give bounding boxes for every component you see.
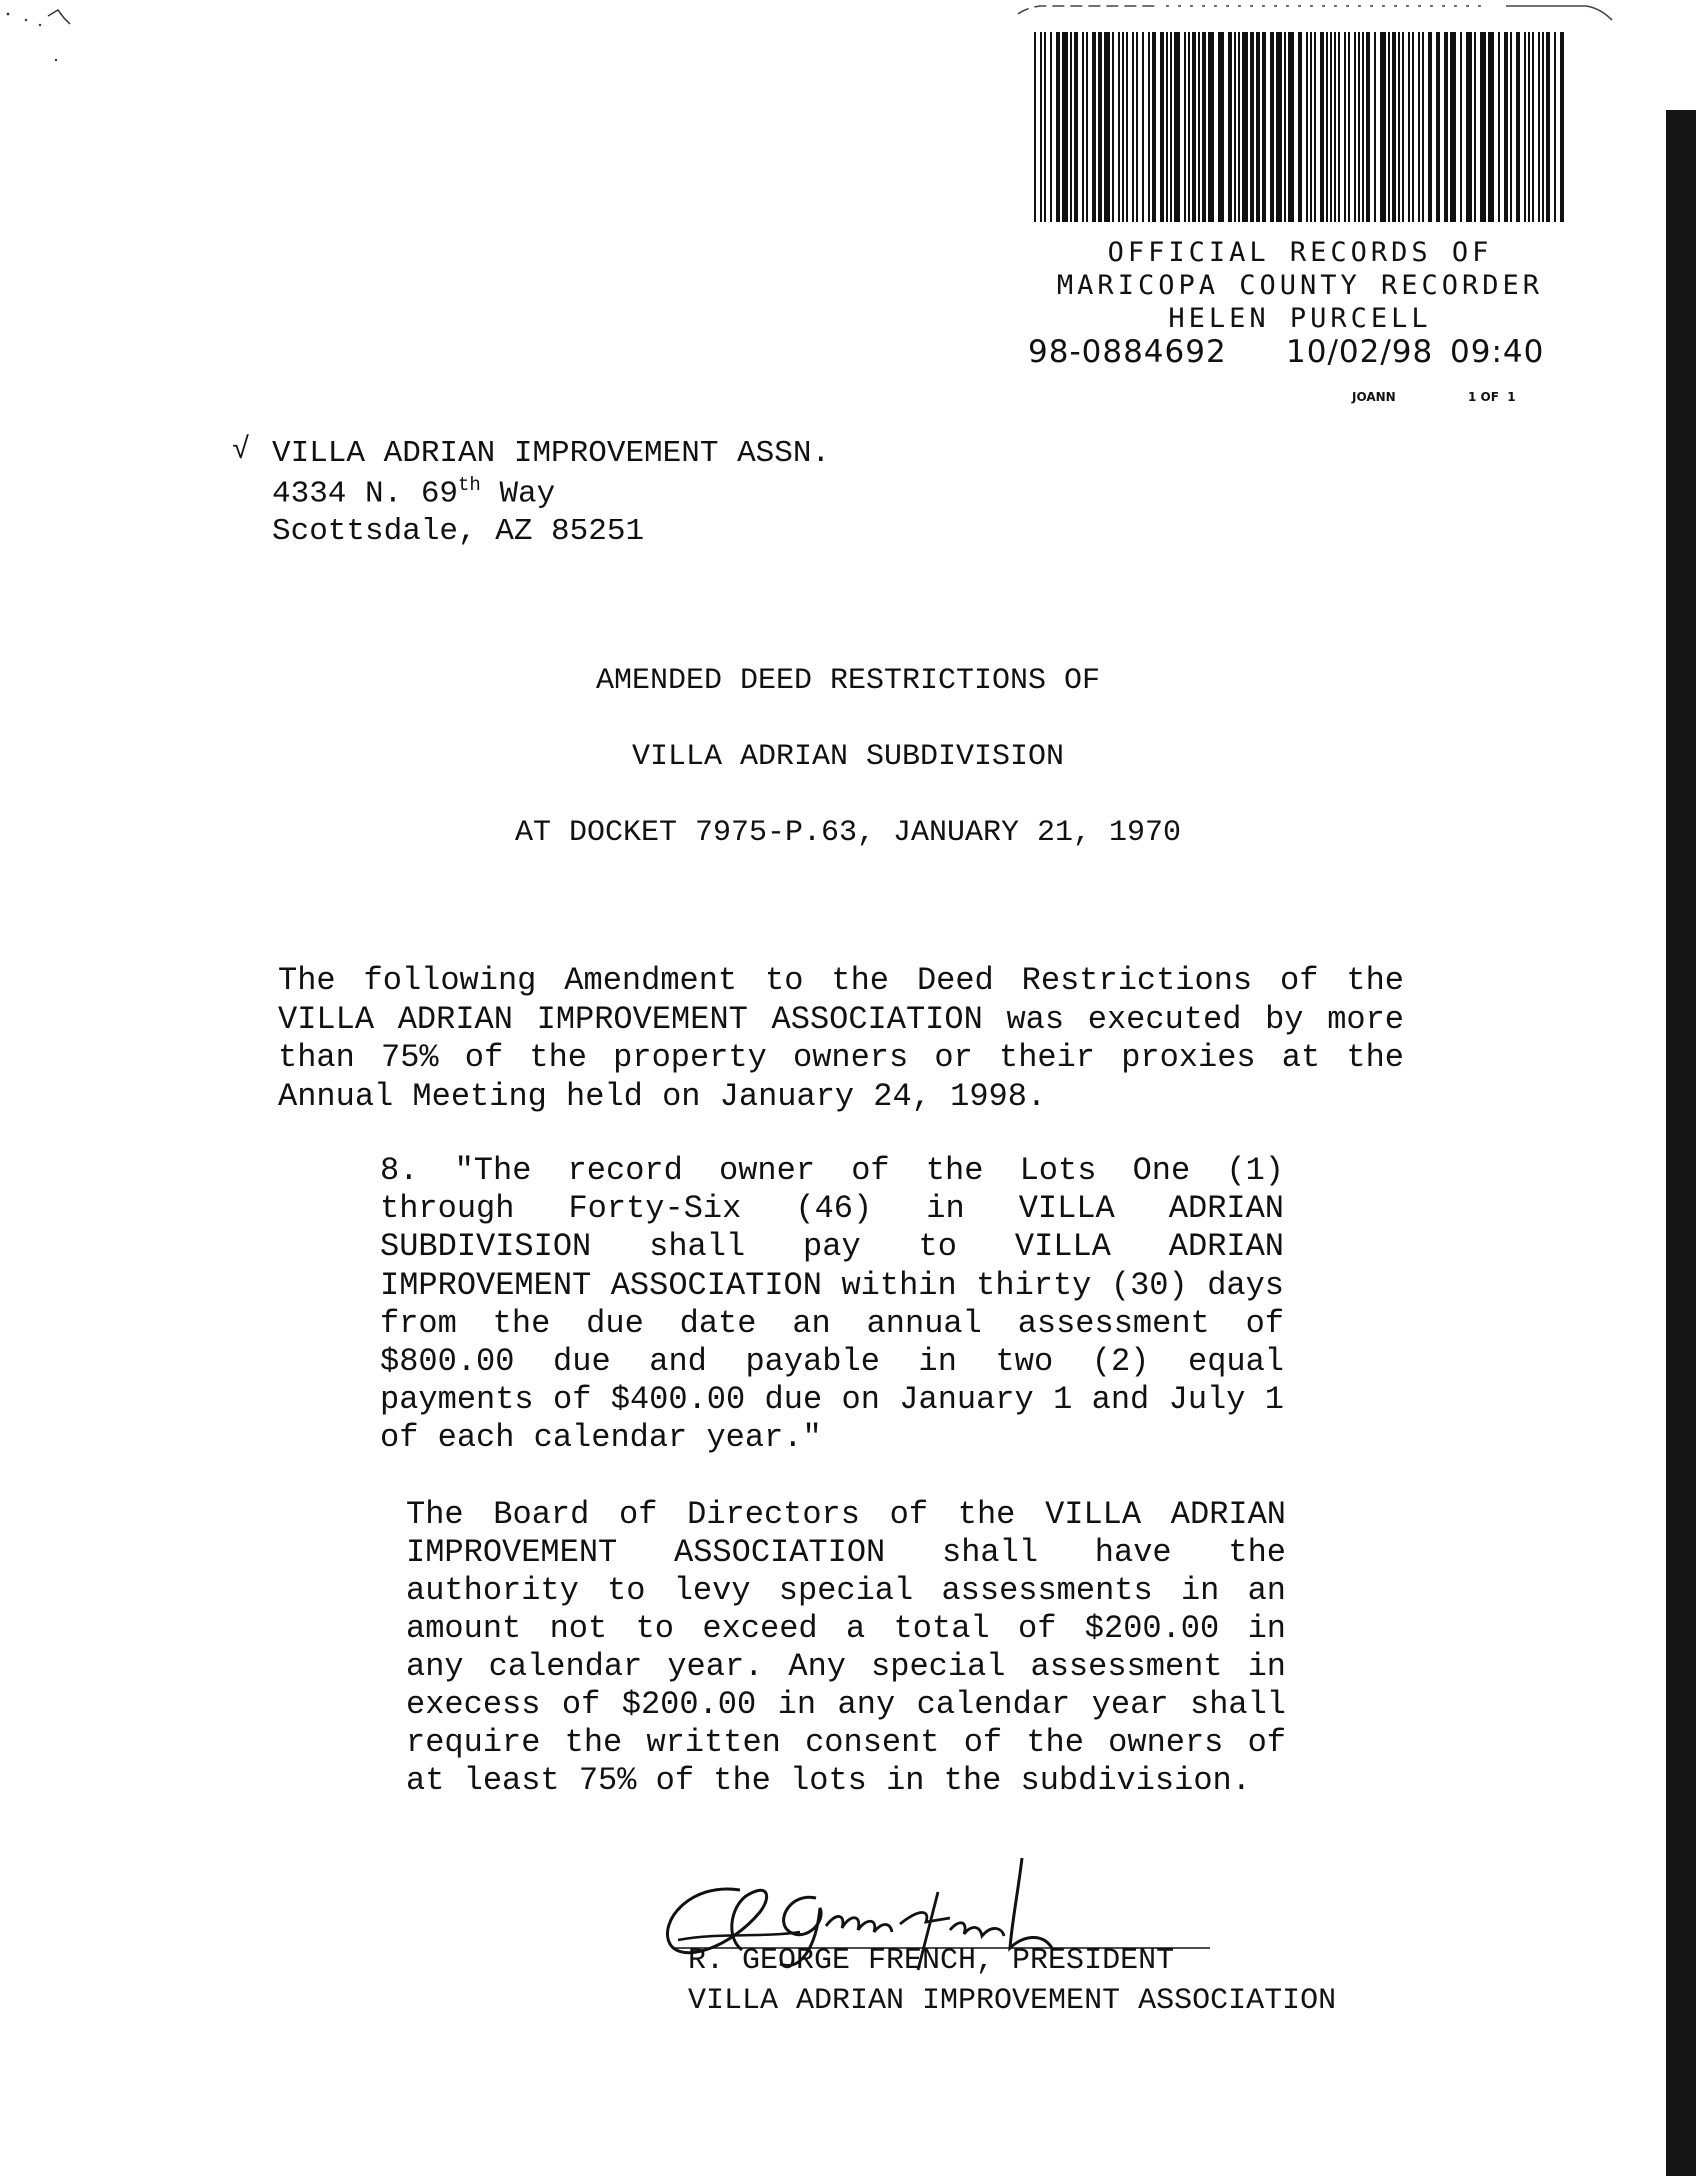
barcode-bar xyxy=(1192,32,1196,222)
barcode-bar xyxy=(1174,32,1180,222)
barcode-bar xyxy=(1460,32,1462,222)
barcode-bar xyxy=(1218,32,1224,222)
barcode-bar xyxy=(1062,32,1068,222)
barcode-bar xyxy=(1082,32,1084,222)
barcode-bar xyxy=(1148,32,1150,222)
barcode-bar xyxy=(1428,32,1432,222)
barcode-bar xyxy=(1504,32,1508,222)
street-ordinal: th xyxy=(458,474,481,496)
barcode-bar xyxy=(1418,32,1420,222)
barcode-bar xyxy=(1412,32,1414,222)
barcode-bar xyxy=(1050,32,1052,222)
intro-paragraph: The following Amendment to the Deed Restrictions of the VILLA ADRIAN IMPROVEMENT ASSOCIATION was executed by more than 75% of the property owners or their proxies at the Annual Meeting held on January 24, 1998. xyxy=(278,962,1404,1115)
signer-name-title: R. GEORGE FRENCH, PRESIDENT xyxy=(688,1944,1175,1978)
barcode-bar xyxy=(1402,32,1404,222)
barcode-bar xyxy=(1542,32,1544,222)
document-title-line-2: VILLA ADRIAN SUBDIVISION xyxy=(631,740,1065,774)
barcode-bar xyxy=(1112,32,1114,222)
barcode-bar xyxy=(1398,32,1400,222)
barcode-bar xyxy=(1334,32,1336,222)
barcode-bar xyxy=(1488,32,1494,222)
barcode-bar xyxy=(1528,32,1530,222)
special-assessment-paragraph: The Board of Directors of the VILLA ADRIAN IMPROVEMENT ASSOCIATION shall have the authority to levy special assessments in an amount not to exceed a total of $200.00 in any calendar year. Any special assessment in execess of $200.00 in any calendar year shall require the written consent of the owners of at least 75% of the lots in the subdivision. xyxy=(406,1496,1286,1799)
barcode-bar xyxy=(1166,32,1168,222)
barcode-bar xyxy=(1310,32,1312,222)
barcode-bar xyxy=(1498,32,1500,222)
barcode-bar xyxy=(1184,32,1186,222)
barcode-bar xyxy=(1256,32,1260,222)
barcode-bar xyxy=(1466,32,1472,222)
barcode-bar xyxy=(1510,32,1512,222)
barcode-bar xyxy=(1142,32,1144,222)
barcode-bar xyxy=(1444,32,1448,222)
barcode-bar xyxy=(1344,32,1346,222)
barcode-bar xyxy=(1262,32,1266,222)
recorder-line-2: MARICOPA COUNTY RECORDER xyxy=(1056,270,1544,301)
recorder-line-3: HELEN PURCELL xyxy=(1168,303,1432,334)
barcode-bar xyxy=(1388,32,1390,222)
barcode-bar xyxy=(1228,32,1232,222)
document-title-line-1: AMENDED DEED RESTRICTIONS OF xyxy=(595,664,1101,698)
clerk-initials: JOANN xyxy=(1352,390,1396,404)
barcode-bar xyxy=(1250,32,1254,222)
barcode-bar xyxy=(1338,32,1340,222)
barcode-bar xyxy=(1354,32,1356,222)
barcode-bar xyxy=(1104,32,1110,222)
barcode-bar xyxy=(1188,32,1190,222)
barcode-bar xyxy=(1546,32,1550,222)
barcode xyxy=(1030,32,1570,222)
street-number: 4334 N. 69 xyxy=(272,476,459,512)
barcode-bar xyxy=(1422,32,1424,222)
barcode-bar xyxy=(1380,32,1386,222)
barcode-bar xyxy=(1374,32,1376,222)
barcode-bar xyxy=(1326,32,1328,222)
barcode-bar xyxy=(1480,32,1486,222)
barcode-bar xyxy=(1056,32,1060,222)
barcode-bar xyxy=(1234,32,1236,222)
barcode-bar xyxy=(1270,32,1274,222)
page-count: 1 OF 1 xyxy=(1468,390,1516,404)
document-title-line-3: AT DOCKET 7975-P.63, JANUARY 21, 1970 xyxy=(514,816,1182,850)
barcode-bar xyxy=(1202,32,1206,222)
signer-organization: VILLA ADRIAN IMPROVEMENT ASSOCIATION xyxy=(688,1984,1337,2018)
barcode-bar xyxy=(1392,32,1396,222)
barcode-bar xyxy=(1198,32,1200,222)
recording-time: 09:40 xyxy=(1450,334,1545,370)
barcode-bar xyxy=(1362,32,1364,222)
barcode-bar xyxy=(1238,32,1240,222)
barcode-bar xyxy=(1284,32,1286,222)
barcode-bar xyxy=(1474,32,1476,222)
barcode-bar xyxy=(1408,32,1410,222)
barcode-bar xyxy=(1298,32,1302,222)
barcode-bar xyxy=(1306,32,1308,222)
scan-top-line xyxy=(1016,0,1616,24)
barcode-bar xyxy=(1314,32,1316,222)
barcode-bar xyxy=(1288,32,1294,222)
barcode-bar xyxy=(1436,32,1440,222)
recording-date: 10/02/98 xyxy=(1286,334,1434,370)
barcode-bar xyxy=(1132,32,1134,222)
barcode-bar xyxy=(1044,32,1046,222)
barcode-bar xyxy=(1348,32,1350,222)
barcode-bar xyxy=(1516,32,1520,222)
barcode-bar xyxy=(1160,32,1164,222)
address-street xyxy=(272,474,555,511)
document-number: 98-0884692 xyxy=(1028,334,1227,370)
barcode-bar xyxy=(1098,32,1102,222)
barcode-bar xyxy=(1538,32,1540,222)
barcode-bar xyxy=(1450,32,1456,222)
barcode-bar xyxy=(1560,32,1564,222)
barcode-bar xyxy=(1152,32,1156,222)
barcode-bar xyxy=(1040,32,1042,222)
recorder-line-1: OFFICIAL RECORDS OF xyxy=(1107,237,1493,268)
barcode-bar xyxy=(1242,32,1248,222)
barcode-bar xyxy=(1524,32,1526,222)
barcode-bar xyxy=(1276,32,1282,222)
barcode-bar xyxy=(1034,32,1036,222)
scan-edge-shadow xyxy=(1666,110,1696,2176)
barcode-bar xyxy=(1358,32,1360,222)
barcode-bar xyxy=(1092,32,1096,222)
barcode-bar xyxy=(1208,32,1214,222)
recorder-office xyxy=(1000,236,1600,335)
barcode-bar xyxy=(1070,32,1072,222)
barcode-bar xyxy=(1366,32,1370,222)
check-mark-icon: √ xyxy=(232,434,251,468)
barcode-bar xyxy=(1136,32,1138,222)
address-city: Scottsdale, AZ 85251 xyxy=(272,514,645,549)
scan-specks xyxy=(0,0,300,80)
barcode-bar xyxy=(1074,32,1078,222)
barcode-bar xyxy=(1126,32,1128,222)
barcode-bar xyxy=(1554,32,1556,222)
barcode-bar xyxy=(1170,32,1172,222)
address-name: VILLA ADRIAN IMPROVEMENT ASSN. xyxy=(272,436,831,471)
clause-8-paragraph: 8. "The record owner of the Lots One (1) through Forty-Six (46) in VILLA ADRIAN SUBDIVISION shall pay to VILLA ADRIAN IMPROVEMENT ASSOCIATION within thirty (30) days from the due date an annual assessment of $800.00 due and payable in two (2) equal payments of $400.00 due on January 1 and July 1 of each calendar year." xyxy=(380,1152,1284,1457)
barcode-bar xyxy=(1118,32,1120,222)
barcode-bar xyxy=(1086,32,1088,222)
barcode-bar xyxy=(1320,32,1324,222)
barcode-bar xyxy=(1532,32,1534,222)
barcode-bar xyxy=(1330,32,1332,222)
street-name: Way xyxy=(480,476,556,512)
barcode-bar xyxy=(1122,32,1124,222)
